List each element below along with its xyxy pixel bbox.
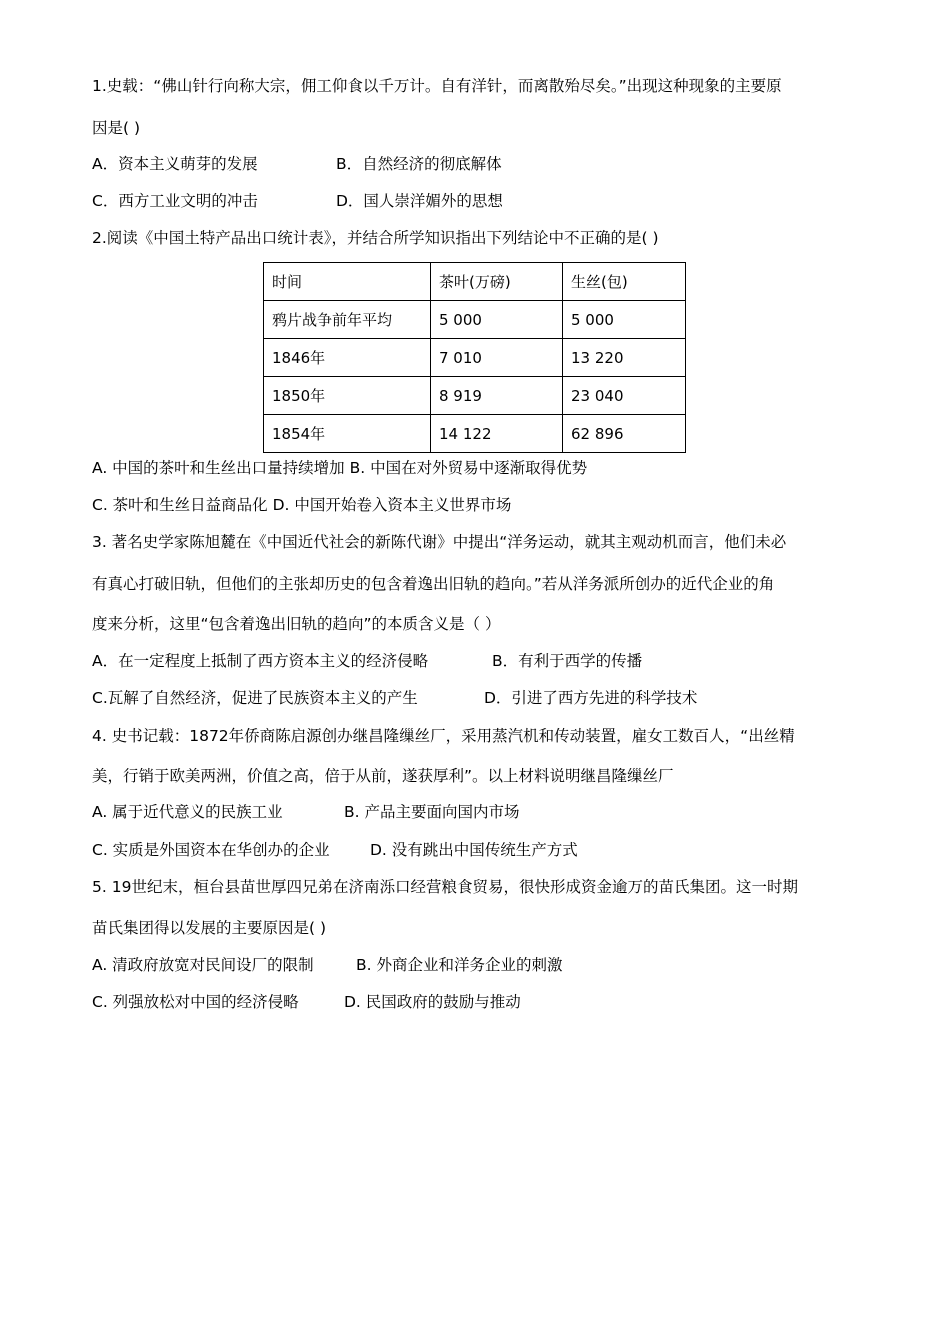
table-header-cell: 生丝(包) xyxy=(563,263,686,301)
q5-stem-line2: 苗氏集团得以发展的主要原因是( ) xyxy=(92,919,327,937)
table-cell: 1850年 xyxy=(264,377,431,415)
q1-stem-line2: 因是( ) xyxy=(92,119,141,137)
q3-option-c: C.瓦解了自然经济，促进了民族资本主义的产生 xyxy=(92,689,418,707)
q1-option-c: C．西方工业文明的冲击 xyxy=(92,192,258,210)
table-row xyxy=(264,301,686,339)
export-statistics-table xyxy=(263,262,686,453)
q4-option-a: A. 属于近代意义的民族工业 xyxy=(92,803,283,821)
q5-option-c: C. 列强放松对中国的经济侵略 xyxy=(92,993,299,1011)
table-cell: 5 000 xyxy=(431,301,563,339)
q1-option-a: A．资本主义萌芽的发展 xyxy=(92,155,258,173)
table-cell: 13 220 xyxy=(563,339,686,377)
table-cell: 1846年 xyxy=(264,339,431,377)
table-row xyxy=(264,339,686,377)
q4-option-c: C. 实质是外国资本在华创办的企业 xyxy=(92,841,330,859)
q3-stem-line3: 度来分析，这里“包含着逸出旧轨的趋向”的本质含义是（ ） xyxy=(92,615,501,633)
q4-option-b: B. 产品主要面向国内市场 xyxy=(344,803,520,821)
q2-options-ab: A. 中国的茶叶和生丝出口量持续增加 B. 中国在对外贸易中逐渐取得优势 xyxy=(92,459,588,477)
q4-option-d: D. 没有跳出中国传统生产方式 xyxy=(370,841,578,859)
q3-stem-line1: 3. 著名史学家陈旭麓在《中国近代社会的新陈代谢》中提出“洋务运动，就其主观动机而言，他们未必 xyxy=(92,533,787,551)
table-header-row xyxy=(264,263,686,301)
table-row xyxy=(264,377,686,415)
table-cell: 7 010 xyxy=(431,339,563,377)
q2-stem: 2.阅读《中国土特产品出口统计表》，并结合所学知识指出下列结论中不正确的是( ) xyxy=(92,229,659,247)
q4-stem-line1: 4. 史书记载：1872年侨商陈启源创办继昌隆缫丝厂，采用蒸汽机和传动装置，雇女工数百人，“出丝精 xyxy=(92,727,795,745)
table-cell: 8 919 xyxy=(431,377,563,415)
table-cell: 鸦片战争前年平均 xyxy=(264,301,431,339)
table-cell: 5 000 xyxy=(563,301,686,339)
q5-option-d: D. 民国政府的鼓励与推动 xyxy=(344,993,521,1011)
q2-options-cd: C. 茶叶和生丝日益商品化 D. 中国开始卷入资本主义世界市场 xyxy=(92,496,512,514)
table-cell: 1854年 xyxy=(264,415,431,453)
table-cell: 23 040 xyxy=(563,377,686,415)
q3-option-b: B．有利于西学的传播 xyxy=(492,652,643,670)
q3-stem-line2: 有真心打破旧轨，但他们的主张却历史的包含着逸出旧轨的趋向。”若从洋务派所创办的近代企业的角 xyxy=(92,575,775,593)
table-cell: 14 122 xyxy=(431,415,563,453)
q4-stem-line2: 美，行销于欧美两洲，价值之高，倍于从前，遂获厚利”。以上材料说明继昌隆缫丝厂 xyxy=(92,767,674,785)
q5-stem-line1: 5. 19世纪末，桓台县苗世厚四兄弟在济南泺口经营粮食贸易，很快形成资金逾万的苗氏集团。这一时期 xyxy=(92,878,798,896)
q3-option-a: A．在一定程度上抵制了西方资本主义的经济侵略 xyxy=(92,652,429,670)
table-header-cell: 时间 xyxy=(264,263,431,301)
table-header-cell: 茶叶(万磅) xyxy=(431,263,563,301)
q1-option-d: D．国人崇洋媚外的思想 xyxy=(336,192,503,210)
q3-option-d: D．引进了西方先进的科学技术 xyxy=(484,689,698,707)
q5-option-a: A. 清政府放宽对民间设厂的限制 xyxy=(92,956,314,974)
q1-option-b: B．自然经济的彻底解体 xyxy=(336,155,502,173)
q1-stem-line1: 1.史载：“佛山针行向称大宗，佣工仰食以千万计。自有洋针，而离散殆尽矣。”出现这种现象的主要原 xyxy=(92,77,782,95)
table-row xyxy=(264,415,686,453)
table-cell: 62 896 xyxy=(563,415,686,453)
q5-option-b: B. 外商企业和洋务企业的刺激 xyxy=(356,956,563,974)
